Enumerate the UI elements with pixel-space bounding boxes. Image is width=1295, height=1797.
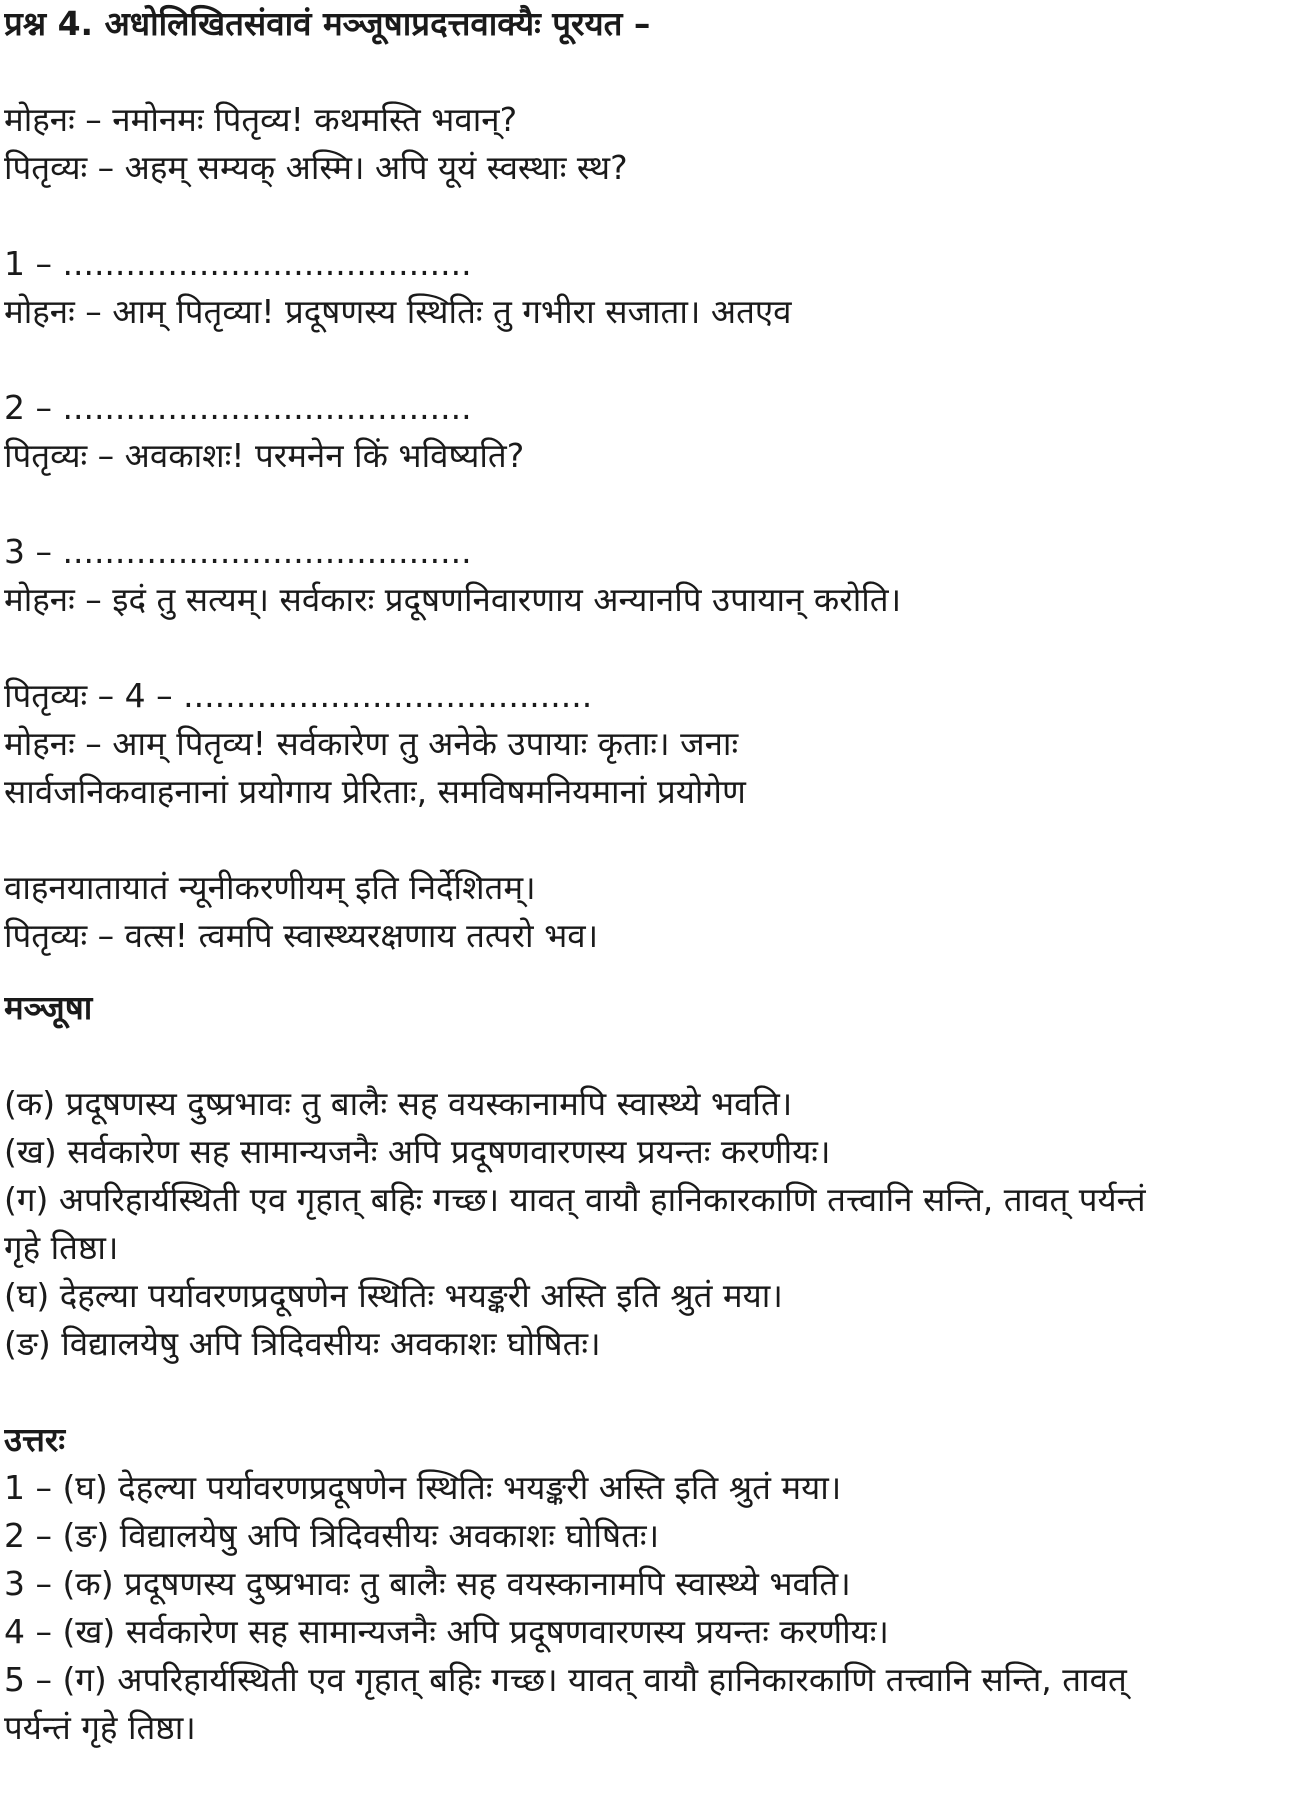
manjusha-item-ka: (क) प्रदूषणस्य दुष्प्रभावः तु बालैः सह वयस्कानामपि स्वास्थ्ये भवति। — [4, 1084, 793, 1123]
dialogue-line-mohan-government: मोहनः – इदं तु सत्यम्। सर्वकारः प्रदूषणनिवारणाय अन्यानपि उपायान् करोति। — [4, 580, 902, 619]
spacer — [4, 48, 1289, 96]
manjusha-item-ga-cont: गृहे तिष्ठा। — [4, 1228, 119, 1267]
spacer — [4, 960, 1289, 984]
blank-2: 2 – ....................................... — [4, 388, 472, 427]
spacer — [4, 1032, 1289, 1080]
answer-5: 5 – (ग) अपरिहार्यस्थिती एव गृहात् बहिः गच्छ। यावत् वायौ हानिकारकाणि तत्त्वानि सन्ति, तावत् — [4, 1660, 1127, 1699]
manjusha-item-ga: (ग) अपरिहार्यस्थिती एव गृहात् बहिः गच्छ। यावत् वायौ हानिकारकाणि तत्त्वानि सन्ति, तावत् पर्यन्तं — [4, 1180, 1146, 1219]
dialogue-line-mohan-traffic: वाहनयातायातं न्यूनीकरणीयम् इति निर्देशितम्। — [4, 868, 536, 907]
spacer — [4, 192, 1289, 240]
blank-1: 1 – ....................................... — [4, 244, 472, 283]
blank-3: 3 – ....................................... — [4, 532, 472, 571]
document-page — [4, 0, 1289, 1752]
spacer — [4, 1368, 1289, 1416]
manjusha-item-kha: (ख) सर्वकारेण सह सामान्यजनैः अपि प्रदूषणवारणस्य प्रयन्तः करणीयः। — [4, 1132, 831, 1171]
dialogue-line-uncle-advice: पितृव्यः – वत्स! त्वमपि स्वास्थ्यरक्षणाय तत्परो भव। — [4, 916, 599, 955]
question-title: प्रश्न 4. अधोलिखितसंवावं मञ्जूषाप्रदत्तवाक्यैः पूरयत – — [4, 4, 651, 43]
spacer — [4, 816, 1289, 864]
dialogue-line-uncle-holiday: पितृव्यः – अवकाशः! परमनेन किं भविष्यति? — [4, 436, 525, 475]
manjusha-heading: मञ्जूषा — [4, 988, 93, 1027]
dialogue-line-mohan-measures: मोहनः – आम् पितृव्य! सर्वकारेण तु अनेके उपायाः कृताः। जनाः — [4, 724, 739, 763]
answer-1: 1 – (घ) देहल्या पर्यावरणप्रदूषणेन स्थितिः भयङ्करी अस्ति इति श्रुतं मया। — [4, 1468, 842, 1507]
spacer — [4, 624, 1289, 672]
answer-4: 4 – (ख) सर्वकारेण सह सामान्यजनैः अपि प्रदूषणवारणस्य प्रयन्तः करणीयः। — [4, 1612, 889, 1651]
manjusha-item-gha: (घ) देहल्या पर्यावरणप्रदूषणेन स्थितिः भयङ्करी अस्ति इति श्रुतं मया। — [4, 1276, 783, 1315]
spacer — [4, 336, 1289, 384]
dialogue-line-uncle-reply: पितृव्यः – अहम् सम्यक् अस्मि। अपि यूयं स्वस्थाः स्थ? — [4, 148, 628, 187]
answers-heading: उत्तरः — [4, 1420, 66, 1459]
answer-2: 2 – (ङ) विद्यालयेषु अपि त्रिदिवसीयः अवकाशः घोषितः। — [4, 1516, 660, 1555]
manjusha-item-nga: (ङ) विद्यालयेषु अपि त्रिदिवसीयः अवकाशः घोषितः। — [4, 1324, 601, 1363]
dialogue-line-mohan-measures-cont: सार्वजनिकवाहनानां प्रयोगाय प्रेरिताः, समविषमनियमानां प्रयोगेण — [4, 772, 746, 811]
spacer — [4, 480, 1289, 528]
answer-5-cont: पर्यन्तं गृहे तिष्ठा। — [4, 1708, 196, 1747]
dialogue-line-mohan-greeting: मोहनः – नमोनमः पितृव्य! कथमस्ति भवान्? — [4, 100, 518, 139]
answer-3: 3 – (क) प्रदूषणस्य दुष्प्रभावः तु बालैः सह वयस्कानामपि स्वास्थ्ये भवति। — [4, 1564, 851, 1603]
dialogue-line-mohan-pollution: मोहनः – आम् पितृव्या! प्रदूषणस्य स्थितिः तु गभीरा सजाता। अतएव — [4, 292, 792, 331]
blank-4: पितृव्यः – 4 – ....................................... — [4, 676, 593, 715]
